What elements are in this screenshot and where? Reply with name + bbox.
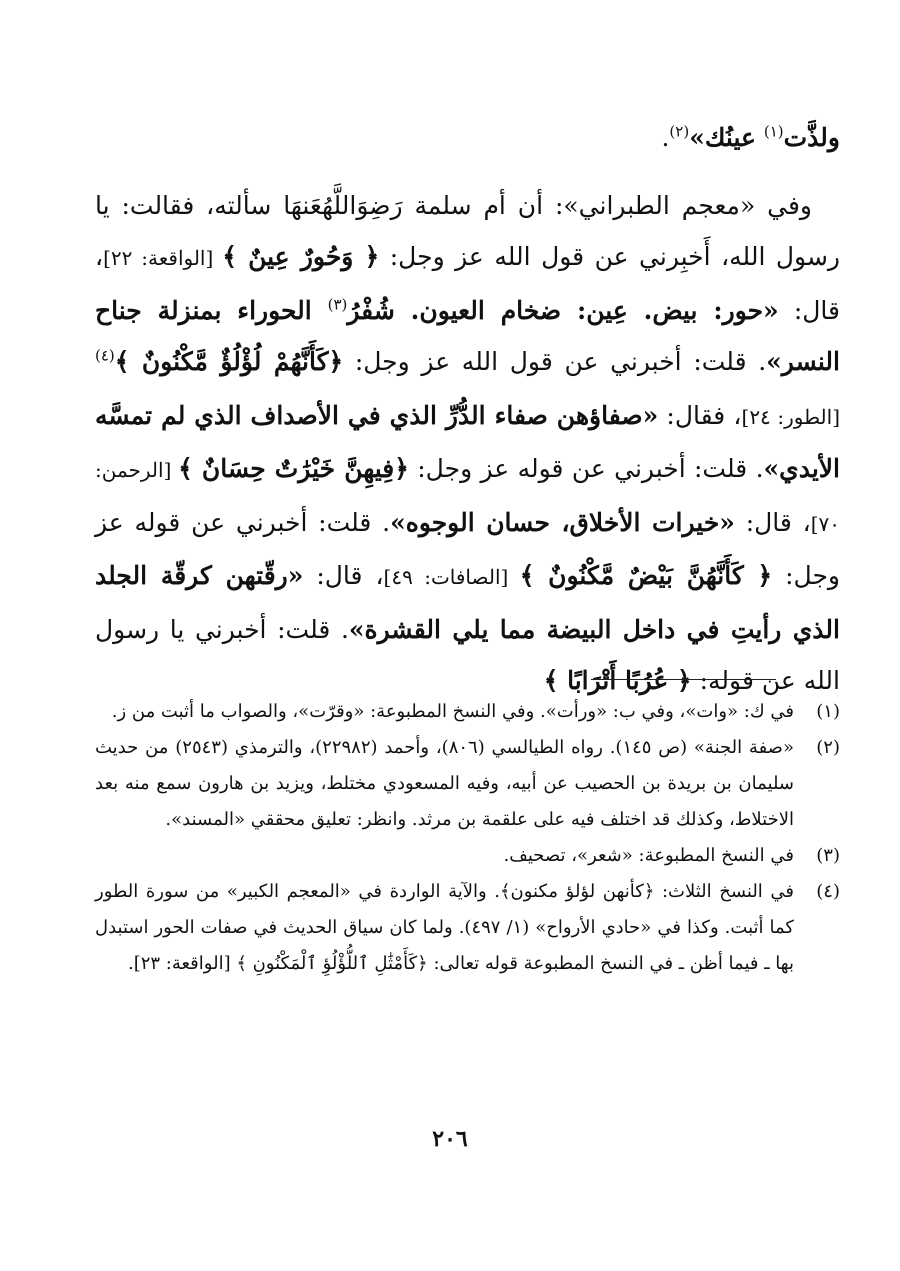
verse-ref-4: [الصافات: ٤٩] — [383, 565, 520, 589]
footnote-text: في ك: «وات»، وفي ب: «ورأت». وفي النسخ المطبوعة: «وقرّت»، والصواب ما أثبت من ز. — [111, 701, 794, 722]
honorific-phrase: رَضِوَاللَّهُعَنهَا — [283, 190, 403, 220]
footnote-ref-2[interactable]: (٢) — [669, 122, 690, 141]
text-run: سألته، فقالت: يا رسول الله، أَخبِرني عن قول الله عز وجل: — [95, 190, 840, 271]
footnote-text: في النسخ الثلاث: ﴿كأنهن لؤلؤ مكنون﴾. والآية الواردة في «المعجم الكبير» من سورة الطور كما أثبت. وكذا في «حادي الأرواح» (١/ ٤٩٧). ولما كان سياق الحديث في صفات الحور استبدل بها ـ فيما أظن ـ في النسخ المطبوعة قوله تعالى: ﴿كَأَمْثَٰلِ ٱللُّؤْلُؤِ ٱلْمَكْنُونِ ﴾ [الواقعة: ٢٣]. — [95, 881, 794, 974]
text-run: . قلت: أخبرني عن قوله عز وجل: — [408, 454, 764, 483]
footnotes — [95, 694, 840, 982]
hadith-quote-3: «خيرات الأخلاق، حسان الوجوه» — [390, 507, 735, 537]
footnote-number: (٤) — [816, 881, 840, 902]
quran-verse-3: ﴿فِيهِنَّ خَيْرَٰتٌ حِسَانٌ ﴾ — [178, 454, 409, 483]
footnote-1 — [95, 694, 840, 730]
page-number: ٢٠٦ — [432, 1126, 468, 1152]
verse-ref-1: [الواقعة: ٢٢] — [103, 246, 223, 270]
line1-word-b: عينُك» — [689, 123, 756, 152]
footnote-number: (٣) — [816, 845, 840, 866]
text-run: ، قال: — [303, 561, 384, 590]
quran-verse-2: ﴿كَأَنَّهُمْ لُؤْلُؤٌ مَّكْنُونٌ ﴾ — [114, 347, 344, 376]
quran-verse-4: ﴿ كَأَنَّهُنَّ بَيْضٌ مَّكْنُونٌ ﴾ — [519, 561, 773, 590]
text-run: ، قال: — [734, 507, 811, 537]
tabarani-paragraph — [95, 180, 840, 707]
verse-ref-2: [الطور: ٢٤] — [741, 404, 841, 429]
verse-ref-3: [الرحمن: ٧٠] — [95, 458, 840, 536]
footnote-ref-1[interactable]: (١) — [763, 122, 784, 141]
line1-word-a: ولذَّت — [783, 123, 840, 152]
footnote-text: «صفة الجنة» (ص ١٤٥). رواه الطيالسي (٨٠٦)، وأحمد (٢٢٩٨٢)، والترمذي (٢٥٤٣) من حديث سليمان بن بريدة بن الحصيب عن أبيه، وفيه المسعودي مختلط، ويزيد بن هارون سمع منه بعد الاختلاط، وكذلك قد اختلف فيه على علقمة بن مرثد. وانظر: تعليق محققي «المسند». — [95, 737, 794, 830]
text-run: ، قال: — [95, 242, 840, 325]
text-run: . قلت: أخبرني يا رسول الله عن قوله: — [95, 614, 840, 695]
text-run: . قلت: أخبرني عن قوله عز وجل: — [95, 507, 840, 590]
text-run: وفي «معجم الطبراني»: أن أم سلمة — [402, 190, 812, 220]
footnote-separator — [591, 679, 776, 680]
footnote-text: في النسخ المطبوعة: «شعر»، تصحيف. — [503, 845, 794, 866]
footnote-number: (١) — [816, 701, 840, 722]
hadith-quote-2: «صفاؤهن صفاء الدُّرِّ الذي في الأصداف الذي لم تمسَّه الأيدي» — [95, 400, 840, 483]
text-run: ، فقال: — [658, 400, 742, 430]
footnote-4 — [95, 874, 840, 982]
main-text — [95, 112, 840, 707]
quran-verse-5: ﴿ عُرُبًا أَتْرَابًا ﴾ — [543, 666, 692, 695]
quran-verse-1: ﴿ وَحُورٌ عِينٌ ﴾ — [222, 242, 380, 271]
text-run: . قلت: أخبرني عن قول الله عز وجل: — [343, 347, 767, 376]
hadith-quote-4: «رقّتهن كرقّة الجلد الذي رأيتِ في داخل البيضة مما يلي القشرة» — [95, 561, 840, 644]
footnote-ref-3[interactable]: (٣) — [327, 295, 348, 314]
hadith-quote-1b: الحوراء بمنزلة جناح النسر» — [95, 295, 840, 376]
footnote-2 — [95, 730, 840, 838]
footnote-3 — [95, 838, 840, 874]
opening-line — [95, 112, 840, 164]
footnote-number: (٢) — [816, 737, 840, 758]
footnote-ref-4[interactable]: (٤) — [95, 346, 115, 365]
line1-end: . — [661, 123, 670, 152]
hadith-quote-1: «حور: بيض. عِين: ضخام العيون. شُفْرُ — [347, 295, 779, 325]
